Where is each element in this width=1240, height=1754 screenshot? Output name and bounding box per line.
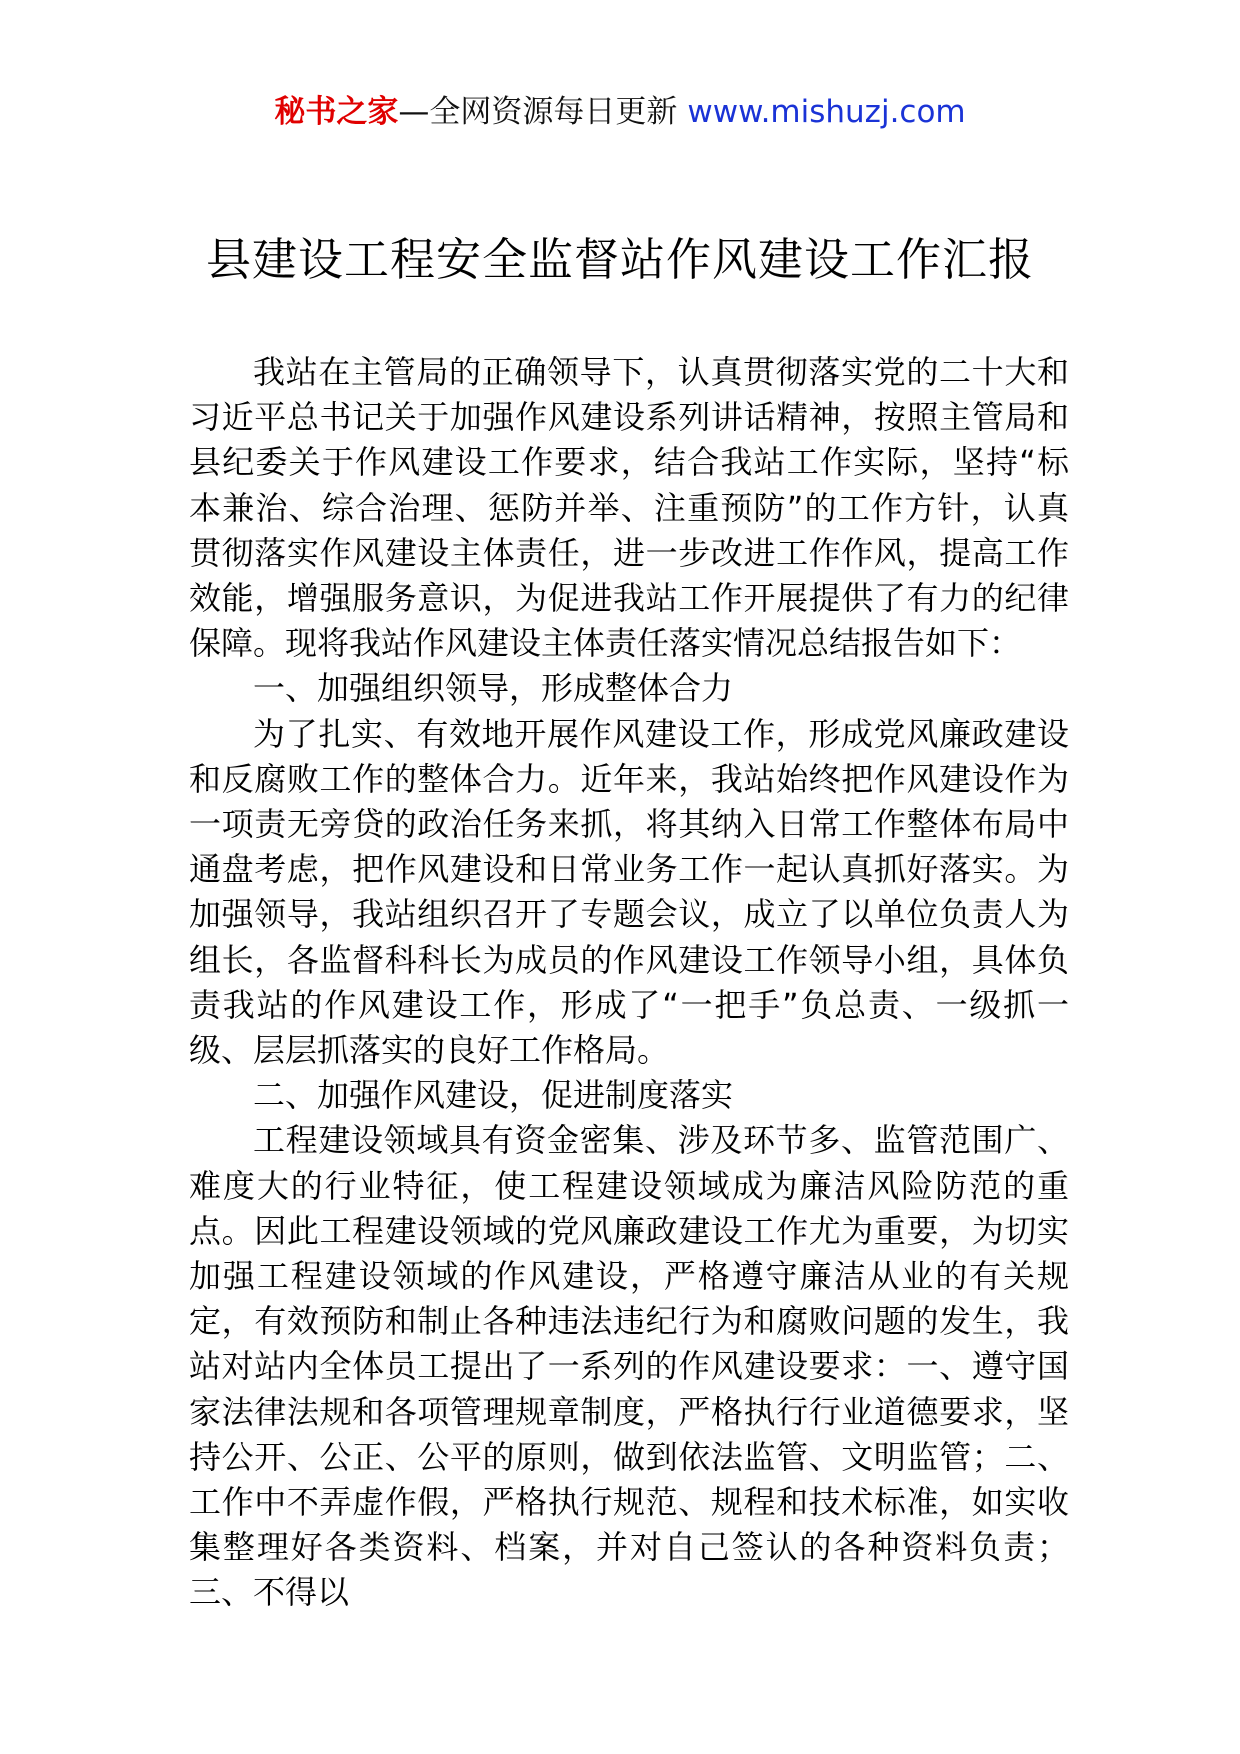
section-1-heading: 一、加强组织领导，形成整体合力 bbox=[253, 669, 734, 708]
banner-tagline: —全网资源每日更新 bbox=[398, 94, 678, 130]
brand-name: 秘书之家 bbox=[274, 94, 399, 130]
site-banner bbox=[0, 92, 1240, 132]
intro-paragraph: 我站在主管局的正确领导下，认真贯彻落实党的二十大和习近平总书记关于加强作风建设系列讲话精神，按照主管局和县纪委关于作风建设工作要求，结合我站工作实际，坚持“标本兼治、综合治理、惩防并举、注重预防”的工作方针，认真贯彻落实作风建设主体责任，进一步改进工作作风，提高工作效能，增强服务意识，为促进我站工作开展提供了有力的纪律保障。现将我站作风建设主体责任落实情况总结报告如下： bbox=[189, 353, 1069, 663]
document-title: 县建设工程安全监督站作风建设工作汇报 bbox=[205, 233, 1034, 286]
section-2-heading: 二、加强作风建设，促进制度落实 bbox=[253, 1076, 734, 1115]
section-2-paragraph: 工程建设领域具有资金密集、涉及环节多、监管范围广、难度大的行业特征，使工程建设领域成为廉洁风险防范的重点。因此工程建设领域的党风廉政建设工作尤为重要，为切实加强工程建设领域的作风建设，严格遵守廉洁从业的有关规定，有效预防和制止各种违法违纪行为和腐败问题的发生，我站对站内全体员工提出了一系列的作风建设要求：一、遵守国家法律法规和各项管理规章制度，严格执行行业道德要求，坚持公开、公正、公平的原则，做到依法监管、文明监管；二、工作中不弄虚作假，严格执行规范、规程和技术标准，如实收集整理好各类资料、档案，并对自己签认的各种资料负责；三、不得以 bbox=[189, 1121, 1069, 1612]
site-url-link[interactable]: www.mishuzj.com bbox=[687, 94, 966, 130]
section-1-paragraph: 为了扎实、有效地开展作风建设工作，形成党风廉政建设和反腐败工作的整体合力。近年来，我站始终把作风建设作为一项责无旁贷的政治任务来抓，将其纳入日常工作整体布局中通盘考虑，把作风建设和日常业务工作一起认真抓好落实。为加强领导，我站组织召开了专题会议，成立了以单位负责人为组长，各监督科科长为成员的作风建设工作领导小组，具体负责我站的作风建设工作，形成了“一把手”负总责、一级抓一级、层层抓落实的良好工作格局。 bbox=[189, 714, 1069, 1070]
document-body bbox=[189, 350, 1069, 1616]
